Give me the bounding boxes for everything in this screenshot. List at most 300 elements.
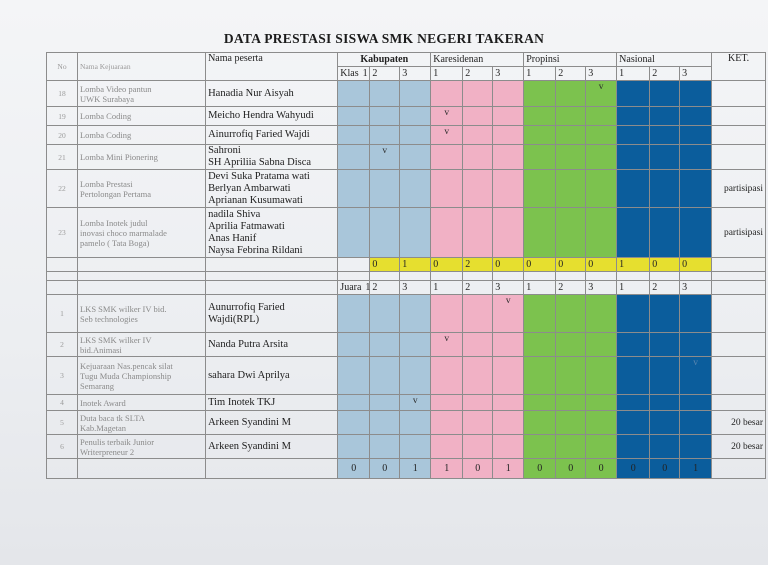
rank-cell: [493, 170, 524, 208]
row-number: 6: [47, 435, 78, 459]
rank-cell: [463, 435, 493, 459]
table-row: [47, 295, 766, 333]
empty-cell: [77, 281, 205, 295]
rank-cell: [370, 126, 400, 145]
total-value: 0: [370, 258, 400, 272]
rank-cell: [617, 395, 650, 411]
rank-cell: [431, 295, 463, 333]
rank-cell: [370, 145, 400, 170]
cell-line: Tim Inotek TKJ: [208, 396, 276, 408]
row-peserta: [206, 107, 338, 126]
total-value: 0: [556, 258, 586, 272]
cell-line: Arkeen Syandini M: [208, 440, 291, 452]
rank-cell: [680, 333, 712, 357]
rank-cell: [617, 411, 650, 435]
cell-line: Devi Suka Pratama wati: [208, 170, 310, 182]
rank-cell: [400, 435, 431, 459]
cell-line: Kab.Magetan: [79, 422, 127, 433]
total-value: 0: [463, 459, 493, 479]
header-rank-8: 2: [556, 281, 586, 295]
total-value: 1: [617, 258, 650, 272]
empty-cell: [77, 459, 205, 479]
empty-cell: [712, 272, 766, 281]
empty-cell: [431, 272, 463, 281]
rank-cell: [370, 170, 400, 208]
rank-cell: [524, 295, 556, 333]
empty-cell: [586, 272, 617, 281]
rank-cell: [338, 435, 370, 459]
header-rank-4: 1: [431, 281, 463, 295]
total-value: 0: [493, 258, 524, 272]
empty-cell: [206, 281, 338, 295]
rank-cell: [556, 145, 586, 170]
total-value: 0: [586, 258, 617, 272]
rank-cell: [617, 126, 650, 145]
total-value: 0: [617, 459, 650, 479]
row-kejuaraan: [77, 208, 205, 258]
rank-cell: [586, 357, 617, 395]
header-kabupaten: Kabupaten: [338, 53, 431, 67]
rank-cell: [338, 170, 370, 208]
rank-cell: [556, 208, 586, 258]
rank-cell: [650, 208, 680, 258]
rank-cell: [400, 333, 431, 357]
row-peserta: [206, 395, 338, 411]
empty-cell: [650, 272, 680, 281]
row-peserta: [206, 208, 338, 258]
rank-cell: [431, 170, 463, 208]
cell-line: Lomba Coding: [79, 111, 132, 121]
empty-cell: [206, 258, 338, 272]
row-ket: [712, 81, 766, 107]
header-rank-num: 1: [362, 68, 368, 79]
rank-cell: [586, 208, 617, 258]
row-ket: [712, 357, 766, 395]
total-value: 0: [370, 459, 400, 479]
rank-cell: [431, 81, 463, 107]
totals-row: [47, 459, 766, 479]
rank-cell: [586, 145, 617, 170]
rank-cell: [338, 357, 370, 395]
row-ket: [712, 295, 766, 333]
header-nasional: Nasional: [617, 53, 712, 67]
row-ket: partisipasi: [712, 170, 766, 208]
rank-cell: [524, 81, 556, 107]
rank-cell: [650, 81, 680, 107]
cell-line: LKS SMK wilker IV bid.: [79, 303, 167, 314]
row-peserta: [206, 126, 338, 145]
rank-cell: [680, 295, 712, 333]
rank-cell: [524, 357, 556, 395]
row-kejuaraan: [77, 411, 205, 435]
rank-cell: [463, 395, 493, 411]
rank-cell: [431, 107, 463, 126]
rank-cell: [370, 333, 400, 357]
check-mark: v: [444, 334, 450, 344]
rank-cell: [493, 295, 524, 333]
check-mark: v: [382, 146, 388, 156]
totals-row: [47, 258, 766, 272]
header-karesidenan: Karesidenan: [431, 53, 524, 67]
rank-cell: [493, 126, 524, 145]
table-body: [47, 53, 766, 479]
rank-cell: [556, 295, 586, 333]
cell-line: SH Apriliia Sabna Disca: [208, 157, 312, 168]
row-ket: 20 besar: [712, 411, 766, 435]
check-mark: v: [598, 82, 604, 92]
header-rank-2: 2: [370, 67, 400, 81]
row-ket: [712, 126, 766, 145]
cell-line: Tugu Muda Championship: [79, 370, 172, 381]
cell-line: Pertolongan Pertama: [79, 188, 152, 199]
rank-cell: [524, 333, 556, 357]
header-kejuaraan: Nama Kejuaraan: [77, 53, 205, 81]
rank-cell: [524, 435, 556, 459]
rank-cell: [617, 170, 650, 208]
rank-cell: [463, 411, 493, 435]
row-ket: partisipasi: [712, 208, 766, 258]
rank-cell: [338, 208, 370, 258]
row-peserta: [206, 145, 338, 170]
rank-cell: [338, 395, 370, 411]
rank-cell: [680, 170, 712, 208]
rank-cell: [338, 81, 370, 107]
row-kejuaraan: [77, 126, 205, 145]
total-value: 0: [586, 459, 617, 479]
rank-cell: [431, 126, 463, 145]
total-value: 0: [338, 459, 370, 479]
header-rank-5: 2: [463, 67, 493, 81]
rank-cell: [617, 295, 650, 333]
juara-row: [47, 281, 766, 295]
rank-cell: [650, 395, 680, 411]
rank-cell: [463, 333, 493, 357]
rank-cell: [338, 295, 370, 333]
table-row: [47, 81, 766, 107]
rank-cell: [431, 208, 463, 258]
row-number: 23: [47, 208, 78, 258]
header-rank-9: 3: [586, 67, 617, 81]
rank-cell: [338, 145, 370, 170]
rank-cell: [524, 411, 556, 435]
rank-cell: [680, 145, 712, 170]
row-peserta: [206, 435, 338, 459]
row-kejuaraan: [77, 145, 205, 170]
rank-cell: [586, 126, 617, 145]
check-mark: v: [505, 296, 511, 306]
rank-cell: [617, 333, 650, 357]
empty-cell: [47, 459, 78, 479]
row-number: 4: [47, 395, 78, 411]
rank-cell: [431, 395, 463, 411]
cell-line: Lomba Mini Pionering: [79, 152, 158, 162]
achievement-table: [46, 52, 766, 479]
rank-cell: [431, 333, 463, 357]
row-ket: [712, 145, 766, 170]
header-rank-7: 1: [524, 281, 556, 295]
table-row: [47, 107, 766, 126]
header-rank-10: 1: [617, 67, 650, 81]
rank-cell: [370, 295, 400, 333]
empty-cell: [524, 272, 556, 281]
row-number: 3: [47, 357, 78, 395]
row-peserta: [206, 295, 338, 333]
rank-cell: [370, 357, 400, 395]
rank-cell: [617, 81, 650, 107]
row-kejuaraan: [77, 435, 205, 459]
rank-cell: [650, 126, 680, 145]
row-number: 18: [47, 81, 78, 107]
rank-cell: [338, 411, 370, 435]
empty-cell: [400, 272, 431, 281]
row-number: 5: [47, 411, 78, 435]
rank-cell: [680, 357, 712, 395]
rank-cell: [650, 411, 680, 435]
cell-line: Lomba Coding: [79, 130, 132, 140]
rank-cell: [431, 435, 463, 459]
rank-cell: [400, 81, 431, 107]
total-value: 1: [680, 459, 712, 479]
rank-cell: [650, 107, 680, 126]
rank-cell: [493, 107, 524, 126]
rank-cell: [556, 81, 586, 107]
rank-cell: [338, 126, 370, 145]
rank-cell: [556, 333, 586, 357]
cell-line: Ainurrofiq Faried Wajdi: [208, 129, 310, 140]
row-number: 2: [47, 333, 78, 357]
rank-cell: [617, 107, 650, 126]
cell-line: Lomba Video pantun: [79, 83, 152, 94]
empty-cell: [680, 272, 712, 281]
header-rank-6: 3: [493, 67, 524, 81]
row-peserta: [206, 170, 338, 208]
rank-cell: [493, 81, 524, 107]
rank-cell: [463, 126, 493, 145]
header-rank-12: 3: [680, 281, 712, 295]
rank-cell: [680, 208, 712, 258]
rank-cell: [400, 395, 431, 411]
cell-line: nadila Shiva: [208, 208, 261, 220]
check-mark: v: [412, 396, 418, 406]
cell-line: Inotek Award: [79, 397, 126, 408]
rank-cell: [586, 81, 617, 107]
row-peserta: [206, 81, 338, 107]
rank-cell: [370, 208, 400, 258]
header-rank-9: 3: [586, 281, 617, 295]
rank-cell: [338, 333, 370, 357]
empty-cell: [338, 272, 370, 281]
header-peserta: Nama peserta: [206, 53, 338, 81]
rank-cell: [556, 126, 586, 145]
rank-cell: [463, 357, 493, 395]
header-ket: KET.: [712, 53, 766, 81]
row-kejuaraan: [77, 107, 205, 126]
rank-cell: [556, 411, 586, 435]
empty-cell: [712, 459, 766, 479]
total-value: 1: [400, 459, 431, 479]
row-number: 1: [47, 295, 78, 333]
rank-cell: [493, 357, 524, 395]
rank-cell: [680, 107, 712, 126]
cell-line: LKS SMK wilker IV: [79, 334, 152, 345]
table-row: [47, 411, 766, 435]
rank-cell: [617, 145, 650, 170]
cell-line: Wajdi(RPL): [208, 313, 260, 325]
rank-cell: [493, 411, 524, 435]
cell-line: bid.Animasi: [79, 344, 122, 355]
rank-cell: [524, 395, 556, 411]
header-rank-11: 2: [650, 281, 680, 295]
rank-cell: [680, 395, 712, 411]
rank-cell: [556, 395, 586, 411]
rank-cell: [524, 170, 556, 208]
rank-cell: [431, 145, 463, 170]
cell-line: Aunurrofiq Faried: [208, 301, 285, 313]
rank-cell: [400, 411, 431, 435]
header-rank-1: [338, 67, 370, 81]
rank-cell: [617, 208, 650, 258]
total-value: 0: [431, 258, 463, 272]
row-number: 19: [47, 107, 78, 126]
rank-cell: [556, 357, 586, 395]
cell-line: Naysa Febrina Rildani: [208, 244, 303, 256]
row-kejuaraan: [77, 357, 205, 395]
empty-cell: [206, 272, 338, 281]
cell-line: Nanda Putra Arsita: [208, 338, 288, 350]
cell-line: Sahroni: [208, 145, 241, 156]
check-mark: v: [693, 358, 699, 368]
cell-line: Arkeen Syandini M: [208, 416, 291, 428]
header-rank-11: 2: [650, 67, 680, 81]
cell-line: Semarang: [79, 380, 114, 391]
rank-cell: [650, 145, 680, 170]
header-rank-7: 1: [524, 67, 556, 81]
empty-cell: [47, 258, 78, 272]
header-rank-6: 3: [493, 281, 524, 295]
header-rank-1: [338, 281, 370, 295]
rank-cell: [650, 333, 680, 357]
total-value: 2: [463, 258, 493, 272]
row-peserta: [206, 411, 338, 435]
rank-cell: [650, 170, 680, 208]
header-rank-10: 1: [617, 281, 650, 295]
rank-cell: [524, 107, 556, 126]
rank-cell: [586, 170, 617, 208]
rank-cell: [400, 170, 431, 208]
empty-cell: [47, 281, 78, 295]
rank-cell: [680, 81, 712, 107]
rank-cell: [650, 295, 680, 333]
header-rank-3: 3: [400, 281, 431, 295]
header-klas: Klas: [340, 68, 359, 79]
total-value: 1: [431, 459, 463, 479]
rank-cell: [650, 435, 680, 459]
header-row: [47, 53, 766, 67]
row-number: 20: [47, 126, 78, 145]
rank-cell: [400, 107, 431, 126]
total-value: 0: [680, 258, 712, 272]
rank-cell: [370, 435, 400, 459]
rank-cell: [493, 208, 524, 258]
row-ket: [712, 107, 766, 126]
rank-cell: [586, 395, 617, 411]
empty-cell: [338, 258, 370, 272]
empty-cell: [370, 272, 400, 281]
cell-line: UWK Surabaya: [79, 93, 135, 104]
cell-line: Writerpreneur 2: [79, 446, 135, 457]
cell-line: Kejuaraan Nas.pencak silat: [79, 360, 173, 371]
cell-line: pamelo ( Tata Boga): [79, 237, 150, 248]
rank-cell: [680, 126, 712, 145]
rank-cell: [338, 107, 370, 126]
header-juara: Juara: [340, 282, 362, 293]
rank-cell: [556, 170, 586, 208]
table-row: [47, 208, 766, 258]
table-row: [47, 357, 766, 395]
empty-cell: [712, 258, 766, 272]
rank-cell: [524, 145, 556, 170]
row-peserta: [206, 357, 338, 395]
rank-cell: [370, 411, 400, 435]
rank-cell: [370, 107, 400, 126]
empty-cell: [556, 272, 586, 281]
table-row: [47, 170, 766, 208]
rank-cell: [556, 435, 586, 459]
rank-cell: [463, 145, 493, 170]
document-title: DATA PRESTASI SISWA SMK NEGERI TAKERAN: [223, 31, 545, 46]
row-kejuaraan: [77, 295, 205, 333]
rank-cell: [680, 411, 712, 435]
table-row: [47, 145, 766, 170]
cell-line: Duta baca tk SLTA: [79, 412, 145, 423]
rank-cell: [650, 357, 680, 395]
row-peserta: [206, 333, 338, 357]
rank-cell: [493, 435, 524, 459]
empty-cell: [493, 272, 524, 281]
total-value: 0: [650, 258, 680, 272]
cell-line: Aprianan Kusumawati: [208, 194, 303, 206]
cell-line: Meicho Hendra Wahyudi: [208, 110, 314, 121]
row-number: 21: [47, 145, 78, 170]
cell-line: Penulis terbaik Junior: [79, 436, 155, 447]
rank-cell: [400, 145, 431, 170]
total-value: 1: [493, 459, 524, 479]
empty-cell: [712, 281, 766, 295]
cell-line: Hanadia Nur Aisyah: [208, 87, 294, 99]
spacer-row: [47, 272, 766, 281]
cell-line: Anas Hanif: [208, 232, 257, 244]
row-kejuaraan: [77, 333, 205, 357]
rank-cell: [586, 295, 617, 333]
rank-cell: [370, 395, 400, 411]
empty-cell: [617, 272, 650, 281]
rank-cell: [400, 208, 431, 258]
rank-cell: [463, 295, 493, 333]
rank-cell: [370, 81, 400, 107]
header-rank-8: 2: [556, 67, 586, 81]
empty-cell: [77, 258, 205, 272]
rank-cell: [524, 126, 556, 145]
rank-cell: [493, 395, 524, 411]
rank-cell: [586, 333, 617, 357]
rank-cell: [680, 435, 712, 459]
rank-cell: [524, 208, 556, 258]
header-rank-4: 1: [431, 67, 463, 81]
rank-cell: [400, 126, 431, 145]
cell-line: Aprilia Fatmawati: [208, 220, 285, 232]
header-no: No: [47, 53, 78, 81]
table-row: [47, 395, 766, 411]
